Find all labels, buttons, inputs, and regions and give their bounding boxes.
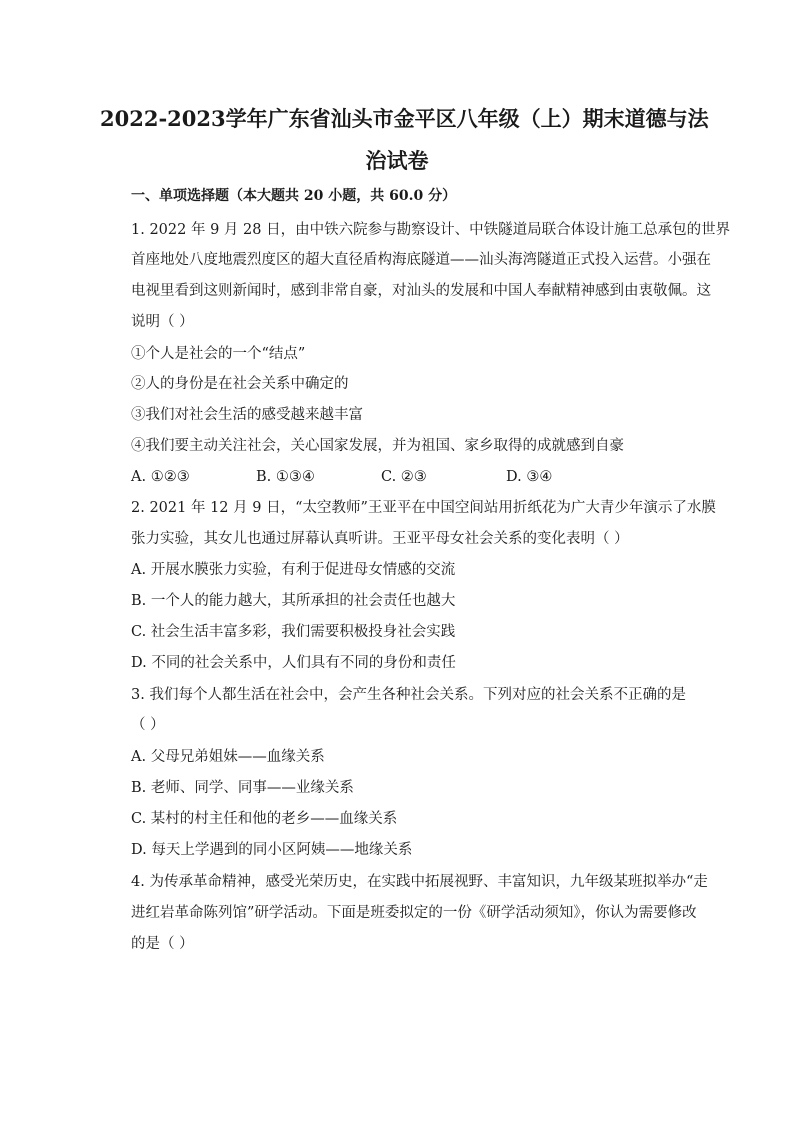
- q1-option-a: A. ①②③: [131, 469, 190, 485]
- q2-text-line: 2. 2021 年 12 月 9 日，“太空教师”王亚平在中国空间站用折纸花为广大青少年演示了水膜: [131, 500, 716, 516]
- q4-text-line: 的是（ ）: [131, 936, 194, 952]
- q1-text-line: 首座地处八度地震烈度区的超大直径盾构海底隧道——汕头海湾隧道正式投入运营。小强在: [131, 252, 711, 268]
- exam-title-line-2: 治试卷: [365, 148, 429, 173]
- exam-title-line-1: 2022-2023学年广东省汕头市金平区八年级（上）期末道德与法: [100, 106, 709, 131]
- q1-text-line: 电视里看到这则新闻时，感到非常自豪，对汕头的发展和中国人奉献精神感到由衷敬佩。这: [131, 283, 711, 299]
- q2-option-a: A. 开展水膜张力实验，有利于促进母女情感的交流: [131, 562, 456, 578]
- q1-statement: ④我们要主动关注社会，关心国家发展，并为祖国、家乡取得的成就感到自豪: [131, 438, 624, 454]
- q1-text-line: 1. 2022 年 9 月 28 日，由中铁六院参与勘察设计、中铁隧道局联合体设计施工总承包的世界: [131, 222, 731, 238]
- q3-option-c: C. 某村的村主任和他的老乡——血缘关系: [131, 811, 398, 827]
- q2-option-c: C. 社会生活丰富多彩，我们需要积极投身社会实践: [131, 624, 456, 640]
- q3-text-line: 3. 我们每个人都生活在社会中，会产生各种社会关系。下列对应的社会关系不正确的是: [131, 687, 686, 703]
- q3-option-d: D. 每天上学遇到的同小区阿姨——地缘关系: [131, 842, 413, 858]
- q1-option-c: C. ②③: [381, 469, 427, 485]
- q1-statement: ②人的身份是在社会关系中确定的: [131, 376, 349, 392]
- q3-text-line: （ ）: [131, 717, 165, 733]
- q1-text-line: 说明（ ）: [131, 314, 194, 330]
- q1-statement: ③我们对社会生活的感受越来越丰富: [131, 407, 363, 423]
- q1-option-d: D. ③④: [506, 469, 553, 485]
- q2-text-line: 张力实验，其女儿也通过屏幕认真听讲。王亚平母女社会关系的变化表明（ ）: [131, 531, 629, 547]
- section-heading: 一、单项选择题（本大题共 20 小题，共 60.0 分）: [131, 188, 457, 204]
- q3-option-a: A. 父母兄弟姐妹——血缘关系: [131, 749, 325, 765]
- q2-option-b: B. 一个人的能力越大，其所承担的社会责任也越大: [131, 593, 456, 609]
- q2-option-d: D. 不同的社会关系中，人们具有不同的身份和责任: [131, 655, 456, 671]
- q3-option-b: B. 老师、同学、同事——业缘关系: [131, 780, 354, 796]
- q4-text-line: 4. 为传承革命精神，感受光荣历史，在实践中拓展视野、丰富知识，九年级某班拟举办“走: [131, 874, 708, 890]
- q1-option-b: B. ①③④: [256, 469, 315, 485]
- q4-text-line: 进红岩革命陈列馆”研学活动。下面是班委拟定的一份《研学活动须知》，你认为需要修改: [131, 905, 697, 921]
- q1-statement: ①个人是社会的一个“结点”: [131, 346, 306, 362]
- q1-options: [131, 468, 552, 486]
